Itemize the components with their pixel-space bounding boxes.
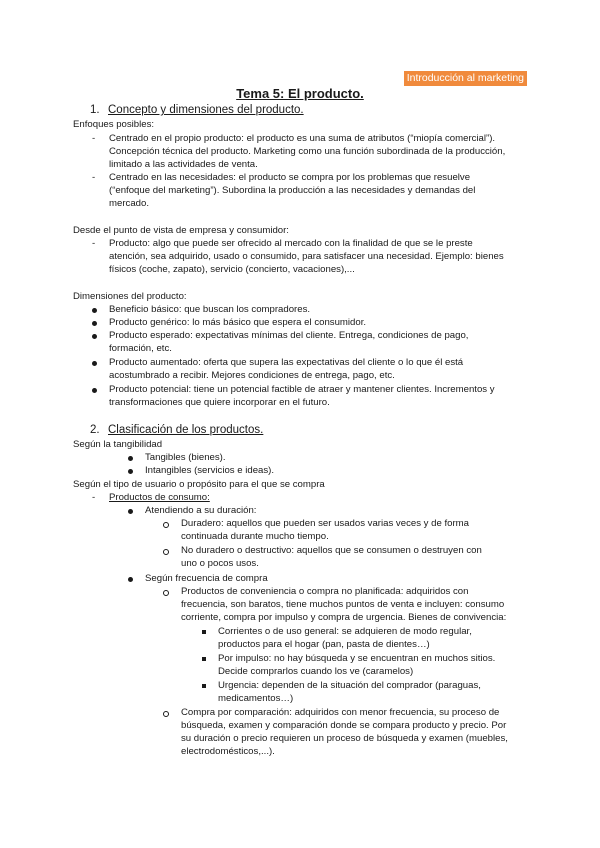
comparacion-line-4: electrodomésticos,...). <box>181 746 275 757</box>
enfoque-2-line-2: (“enfoque del marketing”). Subordina la producción a las necesidades y demandas del <box>109 185 476 196</box>
enfoque-1-line-2: Concepción técnica del producto. Marketing como una función subordinada de la producción, <box>109 146 506 157</box>
bullet-square <box>202 657 206 661</box>
bullet-circle <box>163 549 169 555</box>
conveniencia-line-2: frecuencia, son baratos, tiene muchos puntos de venta e incluyen: consumo <box>181 599 505 610</box>
dimension-3-line-1: Producto esperado: expectativas mínimas del cliente. Entrega, condiciones de pago, <box>109 330 469 341</box>
dimension-5-line-2: transformaciones que quiere incorporar en el futuro. <box>109 397 330 408</box>
vista-line-2: atención, sea adquirido, usado o consumido, para satisfacer una necesidad. Ejemplo: bienes <box>109 251 504 262</box>
section-1-heading <box>90 103 304 117</box>
dash-bullet: - <box>92 133 96 144</box>
no-duradero-line-2: uno o pocos usos. <box>181 558 259 569</box>
frecuencia-label: Según frecuencia de compra <box>145 573 268 584</box>
bullet-square <box>202 630 206 634</box>
dash-bullet: - <box>92 238 96 249</box>
bullet-dot <box>92 388 97 393</box>
dimension-1-line-1: Beneficio básico: que buscan los compradores. <box>109 304 311 315</box>
bullet-dot <box>128 577 133 582</box>
dimensiones-label: Dimensiones del producto: <box>73 291 187 302</box>
corrientes-line-1: Corrientes o de uso general: se adquieren de modo regular, <box>218 626 472 637</box>
enfoques-label: Enfoques posibles: <box>73 119 155 130</box>
dimension-5-line-1: Producto potencial: tiene un potencial factible de atraer y mantener clientes. Incrementos y <box>109 384 495 395</box>
no-duradero-line-1: No duradero o destructivo: aquellos que se consumen o destruyen con <box>181 545 482 556</box>
consumo-label: Productos de consumo: <box>109 492 210 503</box>
enfoque-2-line-1: Centrado en las necesidades: el producto se compra por los problemas que resuelve <box>109 172 471 183</box>
enfoque-1-line-1: Centrado en el propio producto: el producto es una suma de atributos (“miopía comercial”). <box>109 133 496 144</box>
comparacion-line-2: búsqueda, examen y comparación donde se compara producto y precio. Por <box>181 720 507 731</box>
conveniencia-line-1: Productos de conveniencia o compra no planificada: adquiridos con <box>181 586 469 597</box>
impulso-line-2: Decide comprarlos cuando los ve (caramelos) <box>218 666 414 677</box>
section-title: Clasificación de los productos. <box>108 424 264 436</box>
enfoque-2-line-3: mercado. <box>109 198 149 209</box>
conveniencia-line-3: corriente, compra por impulso y compra de urgencia. Bienes de convivencia: <box>181 612 507 623</box>
dimension-3-line-2: formación, etc. <box>109 343 172 354</box>
course-badge: Introducción al marketing <box>404 71 527 86</box>
urgencia-line-2: medicamentos…) <box>218 693 294 704</box>
page-title: Tema 5: El producto. <box>236 86 364 101</box>
vista-line-3: físicos (coche, zapato), servicio (concierto, vacaciones),... <box>109 264 355 275</box>
bullet-dot <box>128 509 133 514</box>
bullet-dot <box>92 361 97 366</box>
bullet-dot <box>128 456 133 461</box>
bullet-square <box>202 684 206 688</box>
duracion-label: Atendiendo a su duración: <box>145 505 257 516</box>
bullet-dot <box>92 334 97 339</box>
duradero-line-1: Duradero: aquellos que pueden ser usados varias veces y de forma <box>181 518 469 529</box>
dimension-2-line-1: Producto genérico: lo más básico que espera el consumidor. <box>109 317 367 328</box>
comparacion-line-3: su duración o precio requieren un proceso de búsqueda y examen (muebles, <box>181 733 508 744</box>
tipo-usuario-label: Según el tipo de usuario o propósito para el que se compra <box>73 479 325 490</box>
bullet-circle <box>163 522 169 528</box>
bullet-dot <box>92 308 97 313</box>
enfoque-1-line-3: limitado a las actividades de venta. <box>109 159 258 170</box>
bullet-dot <box>92 321 97 326</box>
intangible-item: Intangibles (servicios e ideas). <box>145 465 275 476</box>
bullet-circle <box>163 711 169 717</box>
section-number: 2. <box>90 424 100 436</box>
tangible-item: Tangibles (bienes). <box>145 452 226 463</box>
dash-bullet: - <box>92 172 96 183</box>
vista-line-1: Producto: algo que puede ser ofrecido al mercado con la finalidad de que se le preste <box>109 238 473 249</box>
dash-bullet: - <box>92 492 96 503</box>
bullet-circle <box>163 590 169 596</box>
duradero-line-2: continuada durante mucho tiempo. <box>181 531 329 542</box>
comparacion-line-1: Compra por comparación: adquiridos con menor frecuencia, su proceso de <box>181 707 500 718</box>
bullet-dot <box>128 469 133 474</box>
impulso-line-1: Por impulso: no hay búsqueda y se encuentran en muchos sitios. <box>218 653 496 664</box>
section-number: 1. <box>90 104 100 116</box>
tangibilidad-label: Según la tangibilidad <box>73 439 163 450</box>
dimension-4-line-2: acostumbrado a recibir. Mejores condiciones de entrega, pago, etc. <box>109 370 395 381</box>
corrientes-line-2: productos para el hogar (pan, pasta de dientes…) <box>218 639 430 650</box>
vista-label: Desde el punto de vista de empresa y consumidor: <box>73 225 289 236</box>
dimension-4-line-1: Producto aumentado: oferta que supera las expectativas del cliente o lo que él está <box>109 357 464 368</box>
urgencia-line-1: Urgencia: dependen de la situación del comprador (paraguas, <box>218 680 481 691</box>
section-2-heading <box>90 423 263 437</box>
section-title: Concepto y dimensiones del producto. <box>108 104 304 116</box>
